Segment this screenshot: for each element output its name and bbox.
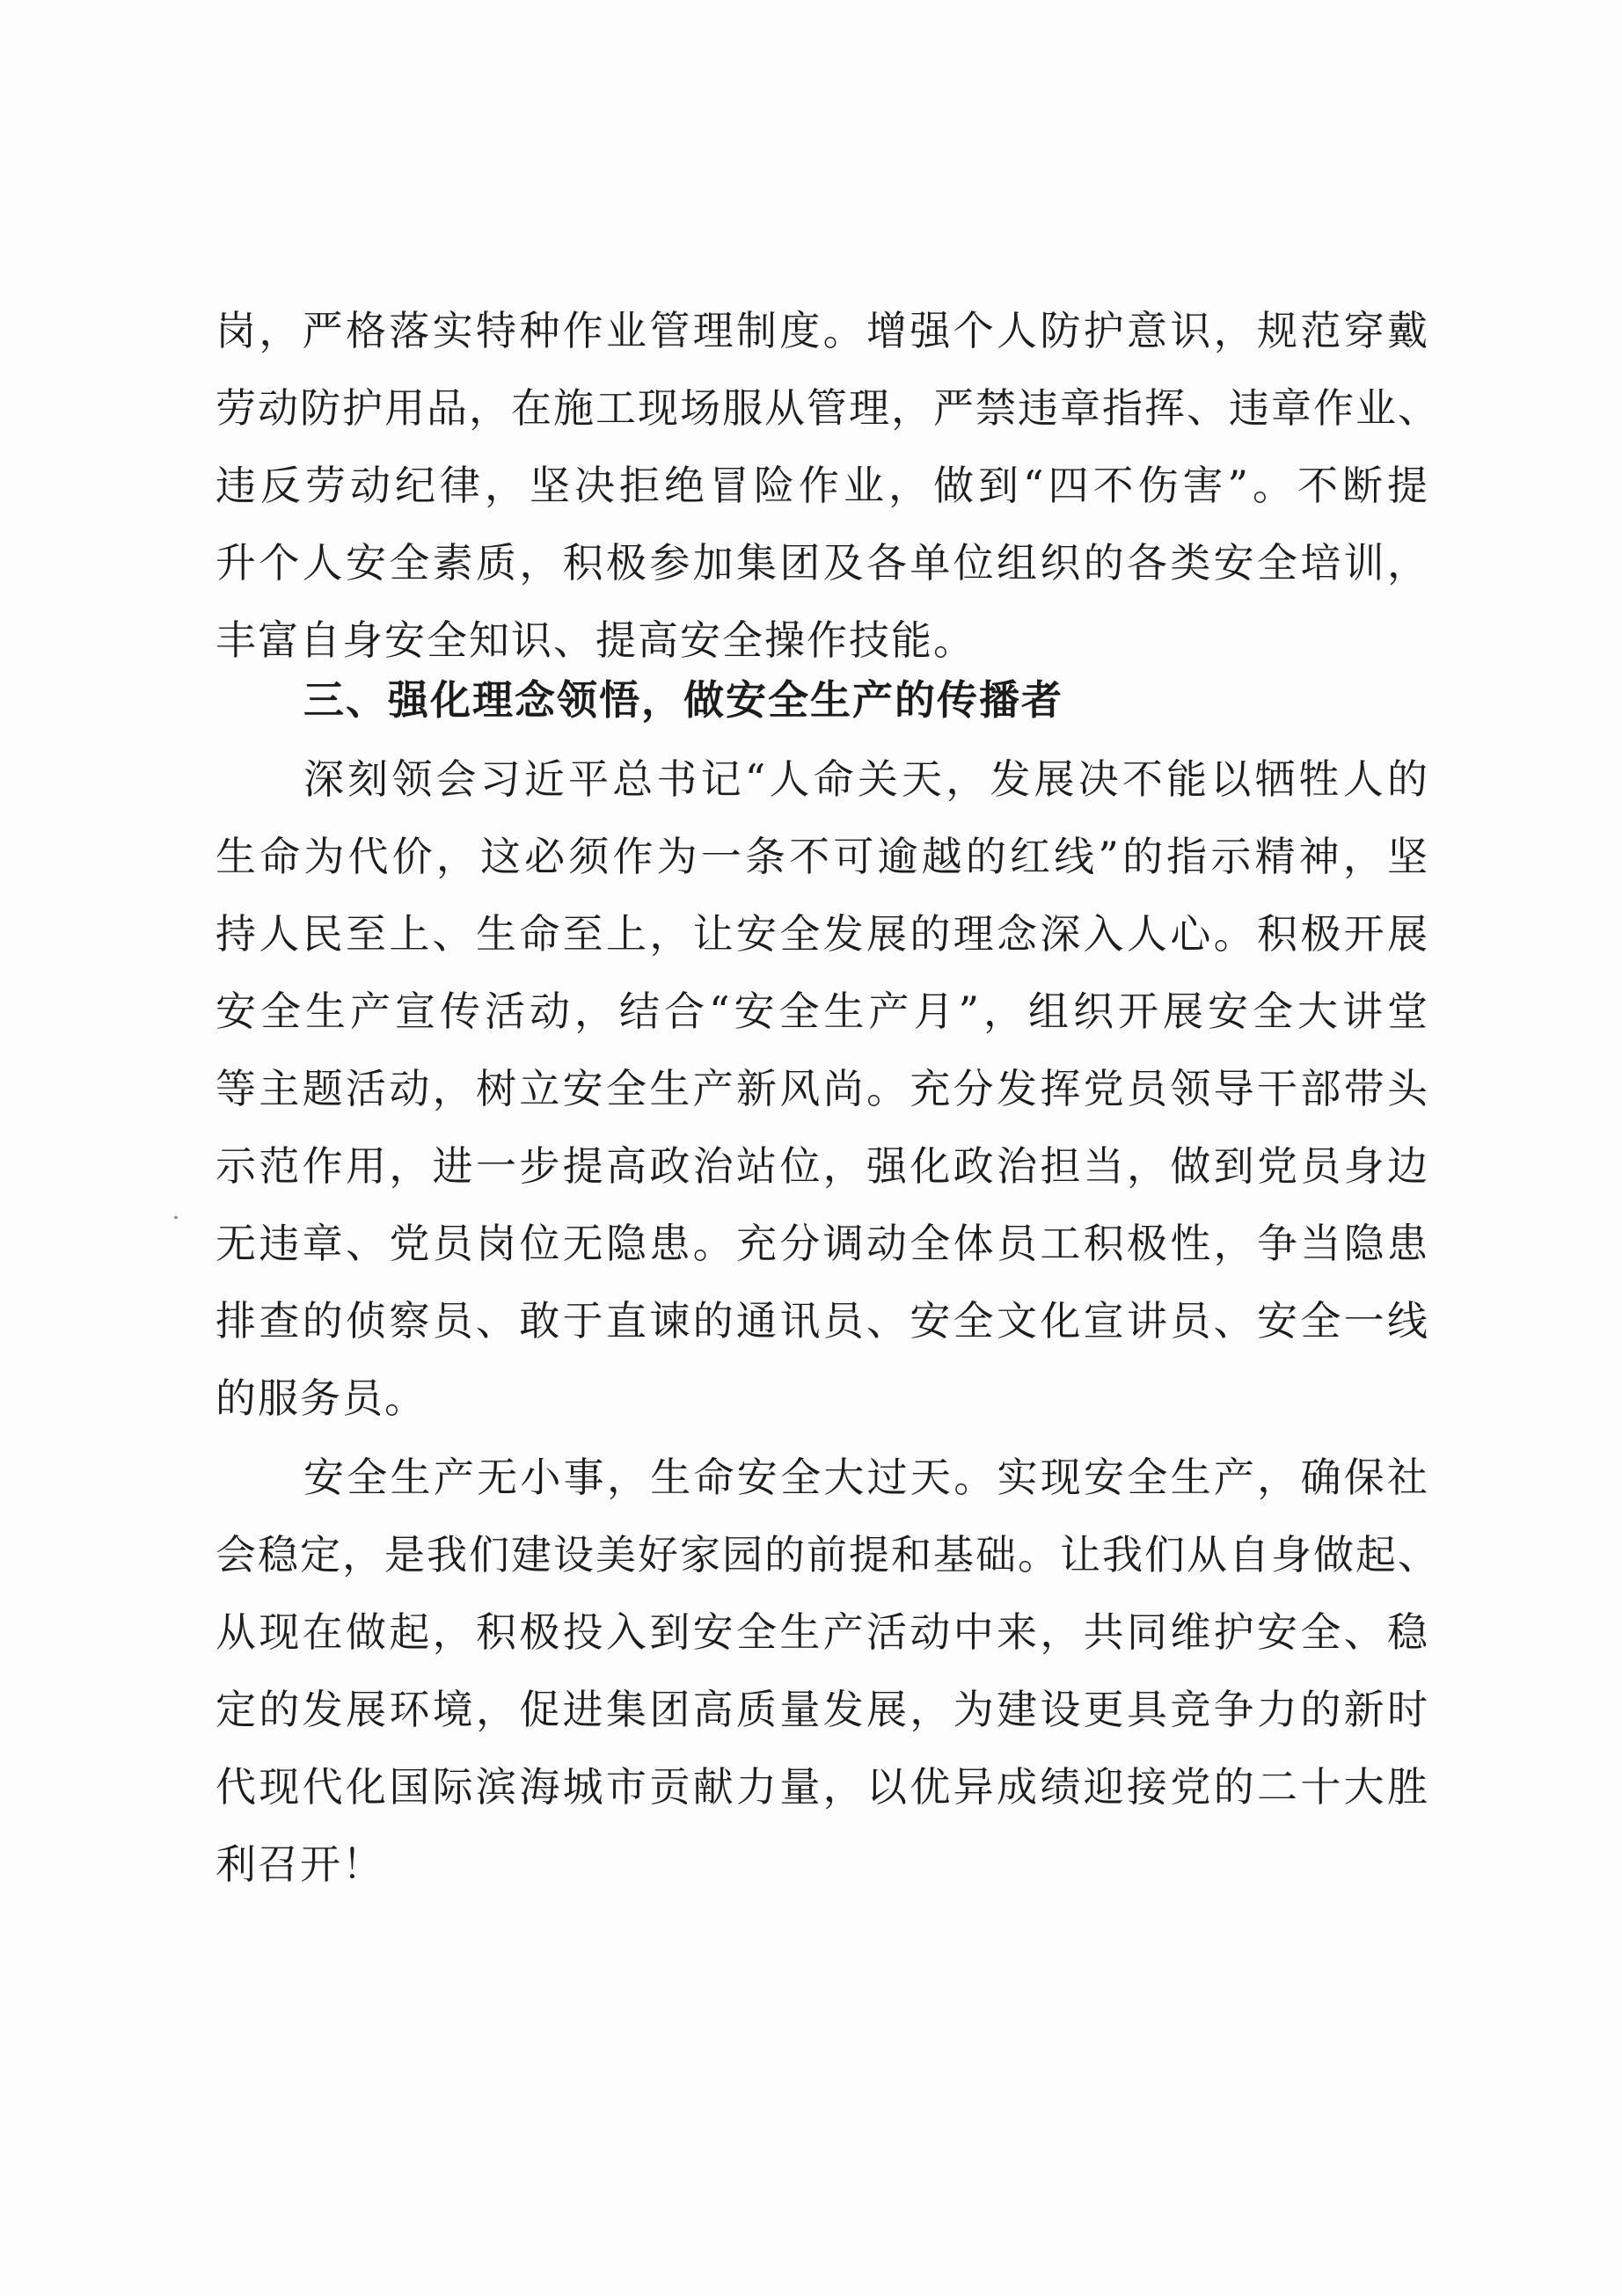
paragraph-line: 无违章、党员岗位无隐患。充分调动全体员工积极性，争当隐患 bbox=[216, 1220, 1429, 1267]
paragraph-line: 持人民至上、生命至上，让安全发展的理念深入人心。积极开展 bbox=[216, 910, 1429, 958]
scan-speck bbox=[174, 1216, 178, 1219]
paragraph-line: 深刻领会习近平总书记“人命关天，发展决不能以牺牲人的 bbox=[303, 755, 1429, 803]
paragraph-line: 代现代化国际滨海城市贡献力量，以优异成绩迎接党的二十大胜 bbox=[216, 1763, 1429, 1811]
paragraph-line: 利召开！ bbox=[216, 1840, 384, 1888]
paragraph-line: 的服务员。 bbox=[216, 1374, 427, 1422]
paragraph-line: 排查的侦察员、敢于直谏的通讯员、安全文化宣讲员、安全一线 bbox=[216, 1297, 1429, 1345]
paragraph-line: 等主题活动，树立安全生产新风尚。充分发挥党员领导干部带头 bbox=[216, 1065, 1429, 1112]
paragraph-line: 示范作用，进一步提高政治站位，强化政治担当，做到党员身边 bbox=[216, 1142, 1429, 1190]
paragraph-line: 生命为代价，这必须作为一条不可逾越的红线”的指示精神，坚 bbox=[216, 833, 1429, 880]
paragraph-line: 安全生产无小事，生命安全大过天。实现安全生产，确保社 bbox=[303, 1454, 1429, 1501]
paragraph-line: 劳动防护用品，在施工现场服从管理，严禁违章指挥、违章作业、 bbox=[216, 384, 1440, 432]
section-heading: 三、强化理念领悟，做安全生产的传播者 bbox=[303, 676, 1063, 724]
paragraph-line: 定的发展环境，促进集团高质量发展，为建设更具竞争力的新时 bbox=[216, 1686, 1429, 1733]
paragraph-line: 从现在做起，积极投入到安全生产活动中来，共同维护安全、稳 bbox=[216, 1608, 1429, 1656]
paragraph-line: 安全生产宣传活动，结合“安全生产月”，组织开展安全大讲堂 bbox=[216, 988, 1429, 1035]
paragraph-line: 违反劳动纪律，坚决拒绝冒险作业，做到“四不伤害”。不断提 bbox=[216, 462, 1429, 509]
paragraph-line: 升个人安全素质，积极参加集团及各单位组织的各类安全培训， bbox=[216, 539, 1429, 587]
paragraph-line: 丰富自身安全知识、提高安全操作技能。 bbox=[216, 616, 975, 664]
paragraph-line: 会稳定，是我们建设美好家园的前提和基础。让我们从自身做起、 bbox=[216, 1531, 1440, 1578]
paragraph-line: 岗，严格落实特种作业管理制度。增强个人防护意识，规范穿戴 bbox=[216, 307, 1429, 354]
